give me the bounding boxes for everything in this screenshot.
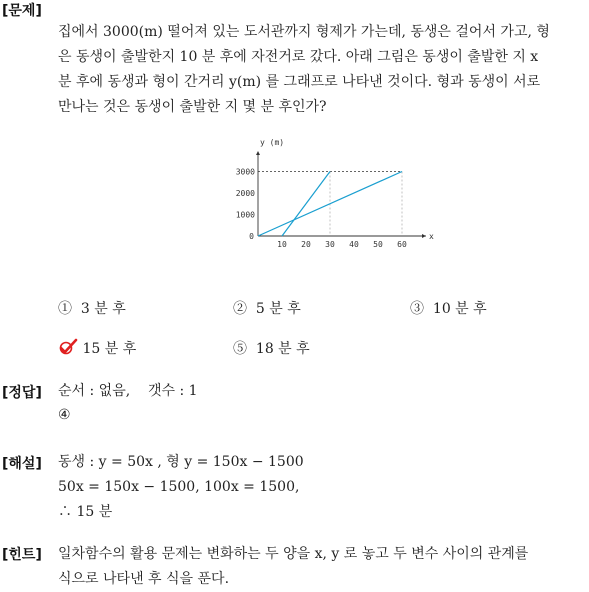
option-label: 5 분 후 [255, 301, 301, 317]
option-label: 3 분 후 [80, 301, 126, 317]
x-tick-label-30: 30 [325, 240, 335, 249]
problem-line: 만나는 것은 동생이 출발한 지 몇 분 후인가? [58, 99, 327, 115]
option-5[interactable] [233, 338, 310, 358]
option-4[interactable] [58, 338, 136, 358]
y-tick-label-3000: 3000 [235, 167, 255, 177]
option-1[interactable] [58, 298, 126, 318]
x-tick-label-60: 60 [397, 240, 407, 249]
problem-text [58, 20, 588, 120]
checkmark-icon [58, 339, 78, 355]
x-tick-label-20: 20 [301, 240, 311, 249]
hint-text [58, 542, 588, 592]
answer-line-1: 순서 : 없음, 갯수 : 1 [58, 383, 198, 399]
x-tick-label-10: 10 [277, 240, 287, 249]
origin-label: 0 [249, 232, 254, 241]
explanation-tag: [해설] [2, 456, 42, 472]
x-tick-label-50: 50 [373, 240, 383, 249]
y-axis-arrow [256, 151, 260, 155]
explanation-line: 동생 : y = 50x , 형 y = 150x − 1500 [58, 454, 304, 470]
option-label: 10 분 후 [432, 301, 487, 317]
series-line-2 [282, 172, 330, 237]
problem-line: 분 후에 동생과 형이 간거리 y(m) 를 그래프로 나타낸 것이다. 형과 동생이 서로 [58, 74, 541, 90]
explanation-line: 50x = 150x − 1500, 100x = 1500, [58, 479, 300, 495]
answer-tag: [정답] [2, 385, 42, 401]
x-axis-label: x [429, 232, 434, 241]
hint-line: 일차함수의 활용 문제는 변화하는 두 양을 x, y 로 놓고 두 변수 사이의 관계를 [58, 546, 529, 562]
distance-time-graph [228, 136, 434, 249]
option-number: ② [233, 301, 247, 317]
x-tick-label-40: 40 [349, 240, 359, 249]
option-number: ① [58, 301, 72, 317]
option-label: 18 분 후 [255, 341, 310, 357]
hint-tag: [힌트] [2, 547, 42, 563]
y-tick-label-2000: 2000 [235, 189, 255, 198]
option-number: ⑤ [233, 341, 247, 357]
option-number: ③ [410, 301, 424, 317]
y-axis-label: y (m) [260, 138, 285, 147]
x-axis-arrow [422, 234, 426, 238]
explanation-text [58, 450, 304, 525]
explanation-line: ∴ 15 분 [58, 504, 113, 520]
problem-line: 집에서 3000(m) 떨어져 있는 도서관까지 형제가 가는데, 동생은 걸어서 가고, 형 [58, 24, 550, 40]
problem-line: 은 동생이 출발한지 10 분 후에 자전거로 갔다. 아래 그림은 동생이 출발한 지 x [58, 49, 539, 65]
option-3[interactable] [410, 298, 487, 318]
problem-tag: [문제] [2, 3, 42, 19]
answer-line-2: ④ [58, 407, 71, 423]
option-2[interactable] [233, 298, 301, 318]
hint-line: 식으로 나타낸 후 식을 푼다. [58, 571, 230, 587]
y-tick-label-1000: 1000 [235, 210, 255, 220]
option-label: 15 분 후 [82, 341, 137, 357]
